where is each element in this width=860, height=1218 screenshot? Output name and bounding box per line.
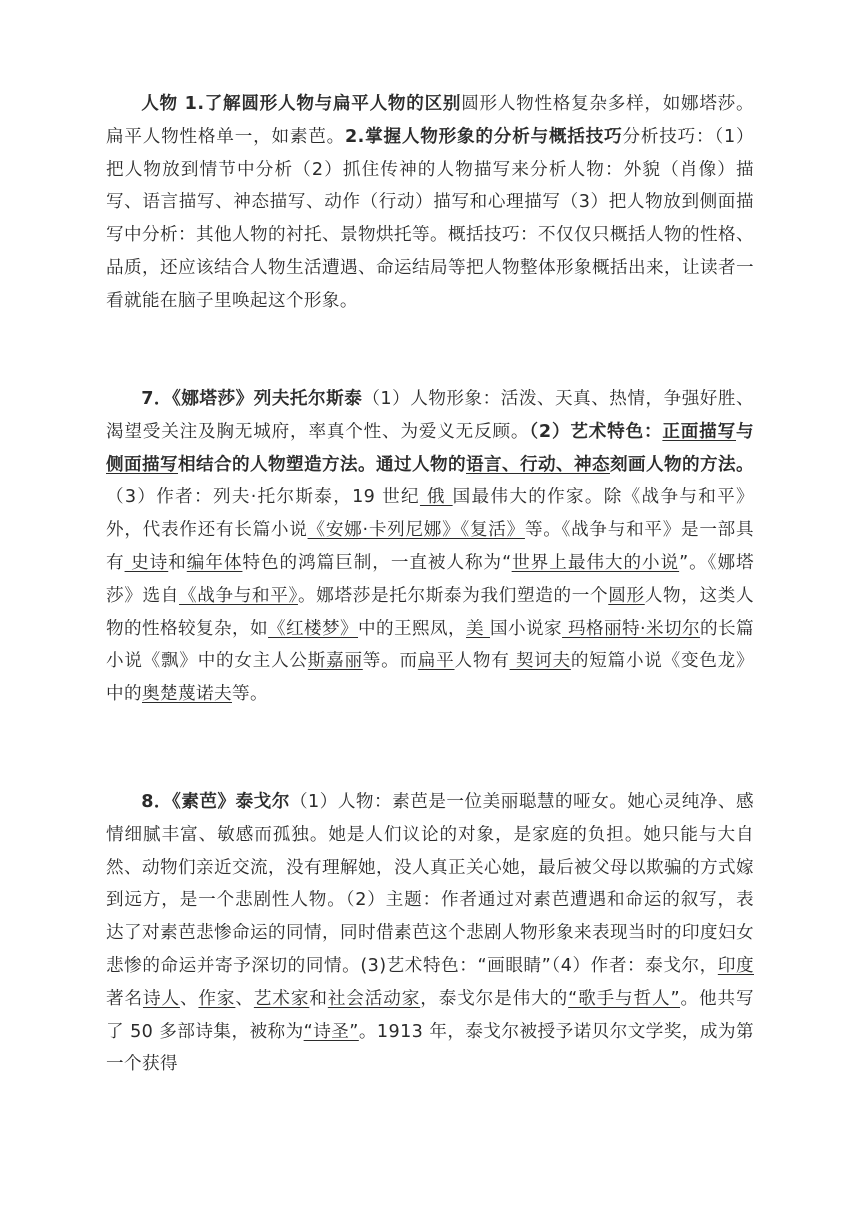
text-segment: ”。《娜塔莎》选自 [106,552,755,606]
text-segment: 世界上最伟大的小说 [511,552,680,573]
text-segment: 等。而 [362,651,418,672]
text-segment: （3）作者：列夫·托尔斯泰，19 世纪 [106,487,420,508]
text-segment: 诗人 [142,988,180,1009]
text-segment: 奥楚蔑诺夫 [142,684,232,705]
text-segment: 人物 1.了解圆形人物与扁平人物的区别 [141,94,462,114]
text-segment: 国小说家 [490,618,562,639]
text-segment: 与 [736,421,754,442]
text-segment: 分析技巧：（1）把人物放到情节中分析（2）抓住传神的人物描写来分析人物：外貌（肖像）描写、语言描写、神态描写、动作（行动）描写和心理描写（3）把人物放到侧面描写中分析：其他人物的衬托、景物烘托等。概括技巧：不仅仅只概括人物的性格、品质，还应该结合人物生活遭遇、命运结局等把人物整体形象概括出来，让读者一看就能在脑子里唤起这个形象。 [106,126,754,311]
text-segment: 艺术家 [253,988,310,1009]
text-segment: 著名 [106,988,143,1009]
text-segment: 作家 [198,988,236,1009]
paragraph-natasha [106,383,754,711]
text-segment: 。1913 年，泰戈尔被授予诺贝尔文学奖，成为第一个获得 [106,1021,754,1075]
text-segment: 、 [235,988,254,1009]
text-segment: 美 [466,618,490,639]
paragraph-character-analysis [106,88,754,318]
text-segment: 等。《战争与和平》是一部具有 [106,520,754,573]
text-segment: ，泰戈尔是伟大的 [420,988,569,1009]
text-segment: 侧面描写 [106,454,178,475]
paragraph-subha [106,786,754,1081]
text-segment: 、 [179,988,199,1009]
text-segment: 的短篇小说《变色龙》中的 [106,651,754,705]
text-segment: 人物，这类人物的性格较复杂，如 [106,585,754,639]
text-segment: 史诗 [124,552,169,573]
text-segment: 相结合的人物塑造方法。通过人物的 [178,454,466,475]
text-segment: “诗圣” [303,1021,359,1042]
text-segment: 2.掌握人物形象的分析与概括技巧 [345,126,623,147]
text-segment: 社会活动家 [327,988,421,1009]
text-segment: 刻画人物的方法。 [610,454,754,475]
text-segment: 和 [168,552,187,573]
text-segment: “歌手与哲人” [568,988,681,1009]
text-segment: 圆形人物性格复杂多样，如娜塔莎。扁平人物性格单一，如素芭。 [106,94,754,147]
text-segment: 正面描写 [662,421,736,442]
text-segment: 特色的鸿篇巨制，一直被人称为“ [242,552,512,573]
text-segment: 人物有 [454,651,510,672]
text-segment: 中的王熙凤， [358,618,466,639]
text-segment: 的长篇小说《飘》中的女主人公 [106,618,754,672]
text-segment: 契诃夫 [509,651,571,672]
text-segment: 编年体 [186,552,243,573]
text-segment: 语言、行动、神态 [466,454,610,475]
text-segment: 和 [309,988,328,1009]
text-segment: 7．《娜塔莎》列夫托尔斯泰 [141,389,363,409]
text-segment: 等。 [231,684,268,705]
text-segment: （2）艺术特色： [529,421,663,442]
text-segment: 国最伟大的作家。除《战争与和平》外，代表作还有长篇小说 [106,487,755,541]
text-segment: 俄 [419,487,453,508]
text-segment: 斯嘉丽 [307,651,363,672]
text-segment: 。娜塔莎是托尔斯泰为我们塑造的一个 [297,585,609,606]
text-segment: （1）人物：素芭是一位美丽聪慧的哑女。她心灵纯净、感情细腻丰富、敏感而孤独。她是人们议论的对象，是家庭的负担。她只能与大自然、动物们亲近交流，没有理解她，没人真正关心她，最后被父母以欺骗的方式嫁到远方，是一个悲剧性人物。（2）主题：作者通过对素芭遭遇和命运的叙写，表达了对素芭悲惨命运的同情，同时借素芭这个悲剧人物形象来表现当时的印度妇女悲惨的命运并寄予深切的同情。(3)艺术特色：“画眼睛”（4）作者：泰戈尔， [106,792,754,976]
text-segment: 玛格丽特·米切尔 [562,618,700,639]
text-segment: 扁平 [417,651,455,672]
text-segment: 印度 [717,955,754,976]
text-segment: 《安娜·卡列尼娜》《复活》 [307,520,525,541]
text-segment: 。他共写了 50 多部诗集，被称为 [106,988,754,1042]
text-segment: 圆形 [608,585,645,606]
text-segment: 8．《素芭》泰戈尔 [141,792,290,812]
text-segment: 《红楼梦》 [268,618,358,639]
text-segment: （1）人物形象：活泼、天真、热情，争强好胜、渴望受关注及胸无城府，率真个性、为爱义无反顾。 [106,389,754,442]
text-segment: 《战争与和平》 [179,585,298,606]
